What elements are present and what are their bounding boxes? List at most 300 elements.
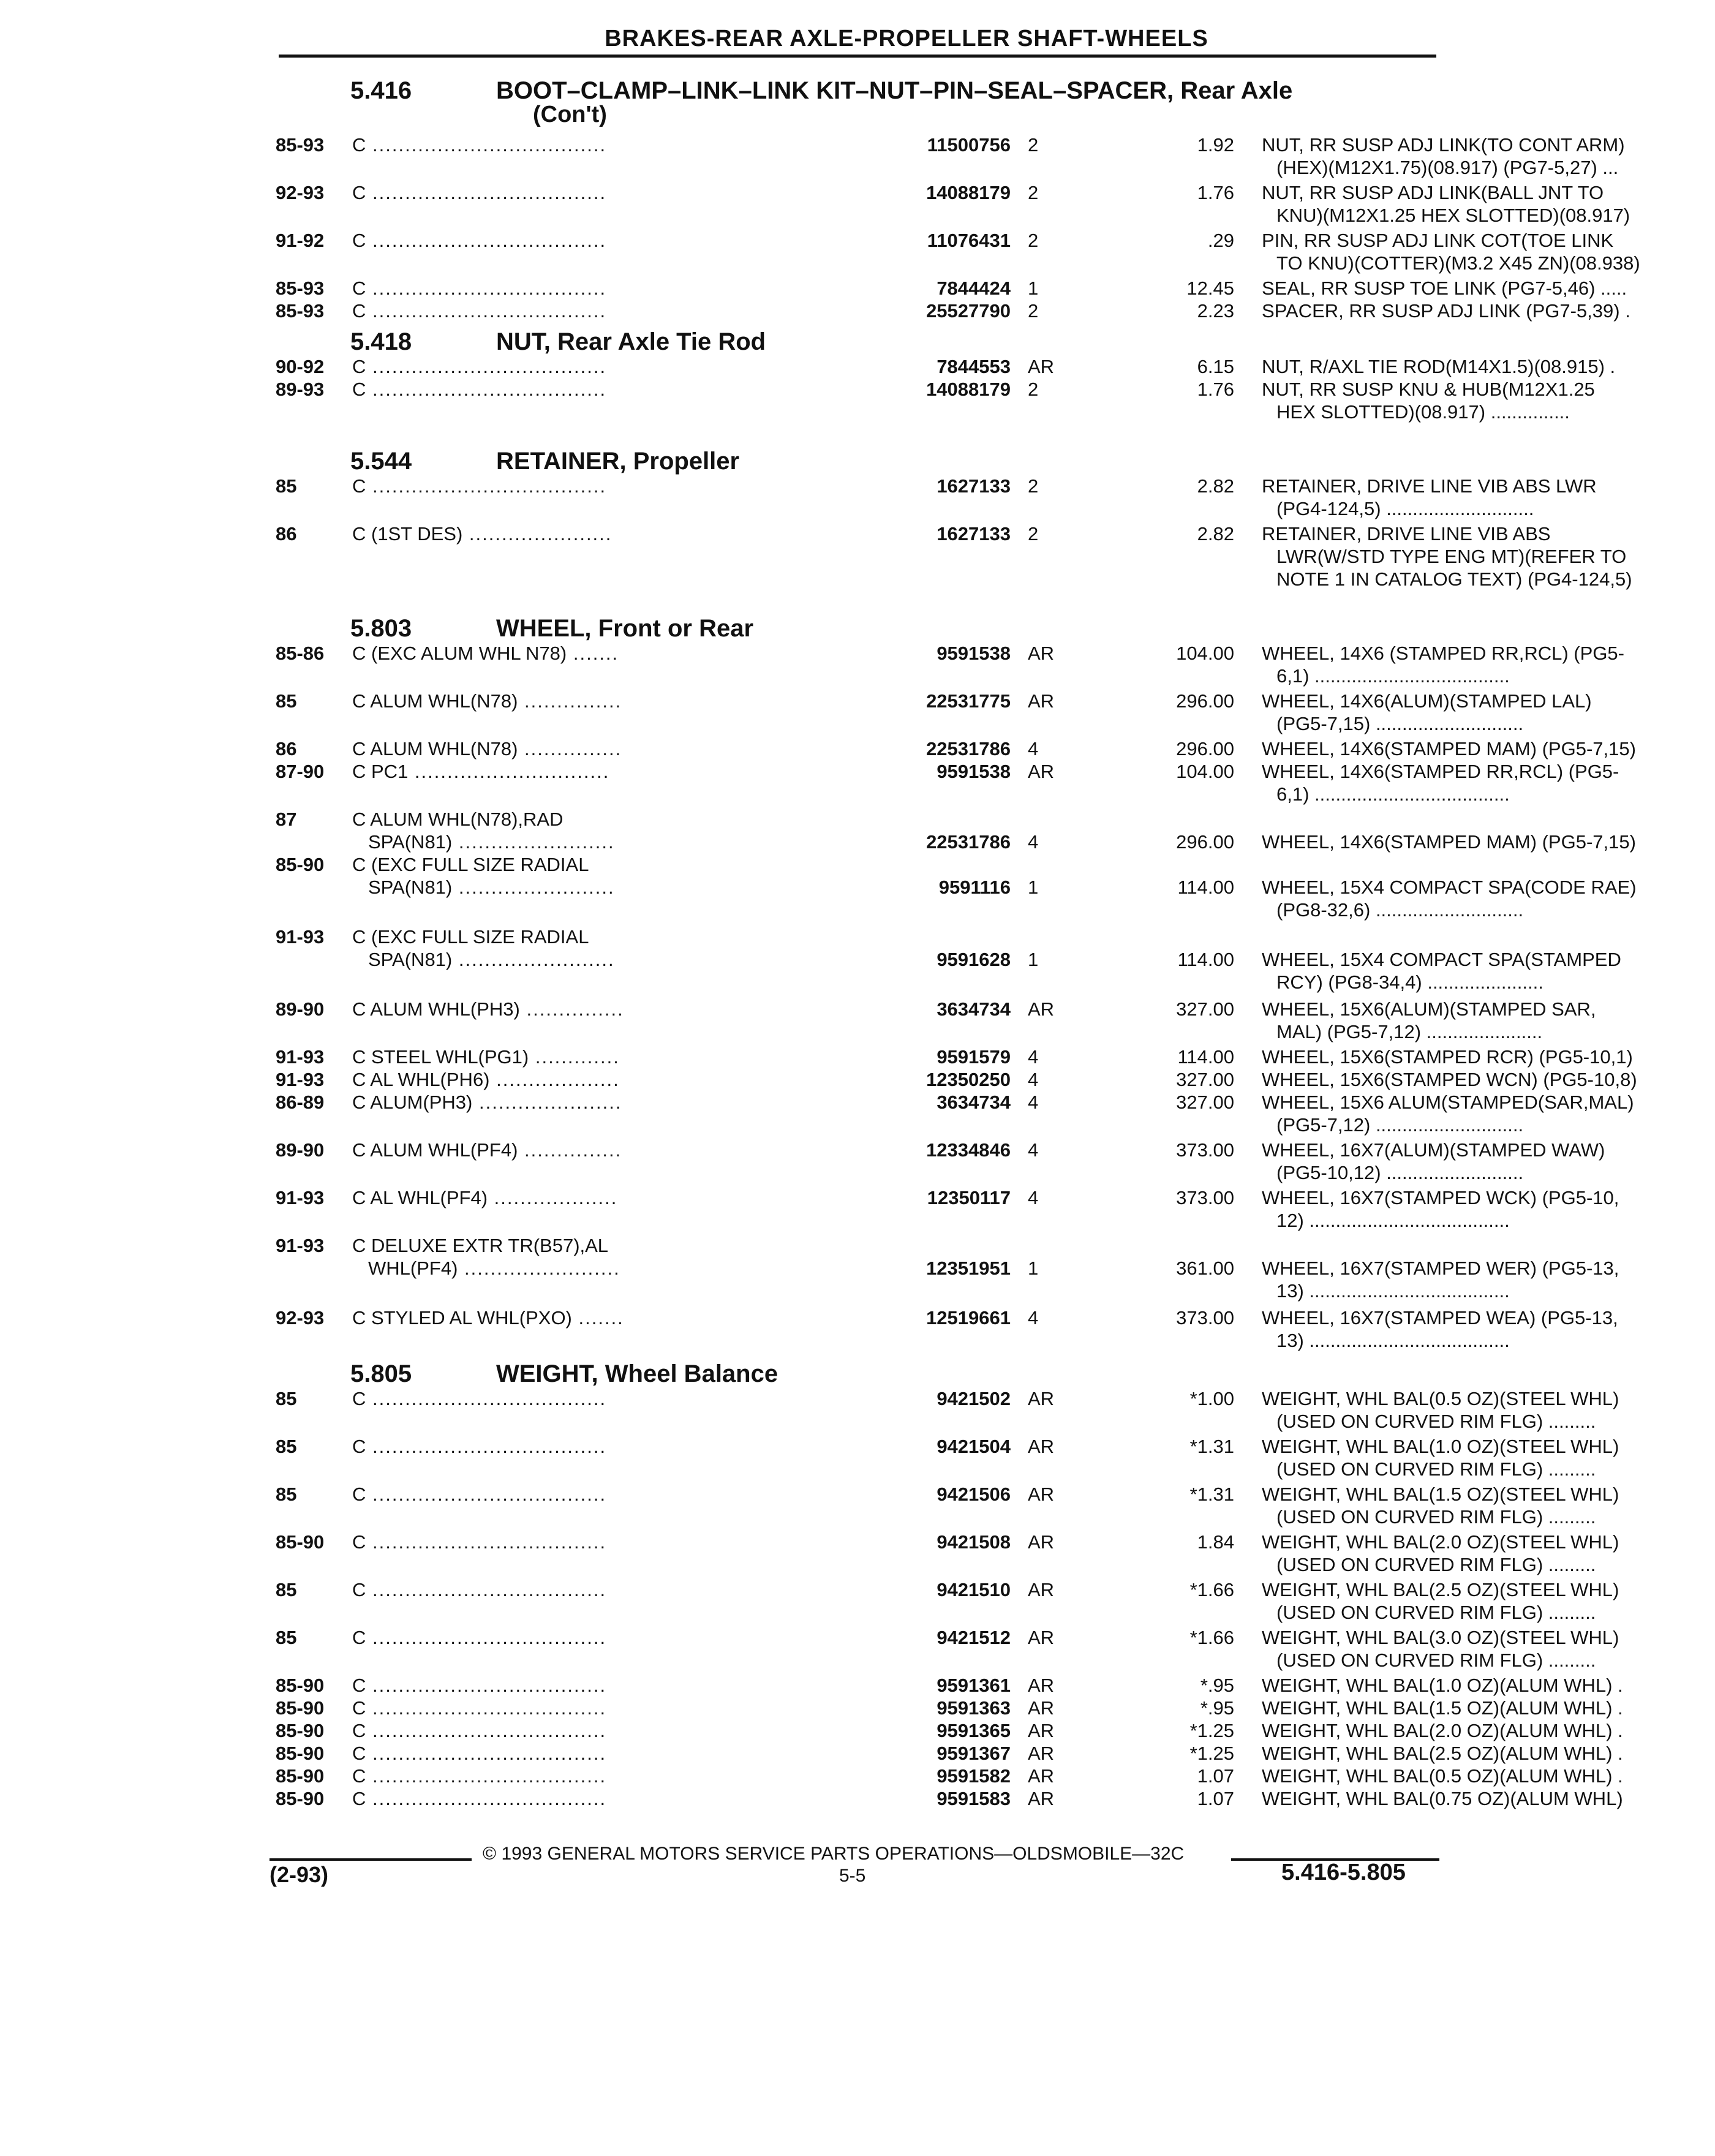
part-description: [1262, 831, 1715, 853]
usage-code-text: C: [352, 1697, 366, 1719]
description-line: WEIGHT, WHL BAL(2.5 OZ)(STEEL WHL): [1262, 1579, 1619, 1600]
part-description: [1262, 1483, 1715, 1528]
model-years: 87-90: [276, 761, 325, 782]
section-heading: [276, 448, 1439, 475]
leader-dots: ........................: [452, 831, 615, 853]
leader-dots: ....................................: [366, 1675, 607, 1696]
usage-code-line: [352, 378, 891, 401]
description-line: (HEX)(M12X1.75)(08.917) (PG7-5,27) ...: [1276, 157, 1619, 178]
usage-code: [352, 1674, 891, 1697]
usage-code: [352, 1068, 891, 1091]
usage-code: [352, 277, 891, 300]
usage-code: [352, 853, 891, 899]
description-line: (USED ON CURVED RIM FLG) .........: [1276, 1649, 1596, 1671]
quantity: AR: [1028, 356, 1055, 377]
usage-code-text: C DELUXE EXTR TR(B57),AL: [352, 1235, 609, 1256]
description-line: WEIGHT, WHL BAL(3.0 OZ)(STEEL WHL): [1262, 1627, 1619, 1648]
usage-code-line: [352, 355, 891, 378]
description-line: RETAINER, DRIVE LINE VIB ABS: [1262, 523, 1551, 545]
part-row: [276, 998, 1596, 1046]
leader-dots: ...............: [518, 738, 622, 760]
section-heading: [276, 77, 1439, 134]
part-row: [276, 1578, 1619, 1626]
quantity: AR: [1028, 1388, 1055, 1409]
price: 2.82: [1197, 475, 1234, 497]
usage-code-line: [352, 1483, 891, 1506]
description-line: 13) ......................................: [1276, 1280, 1510, 1302]
description-line: WHEEL, 15X6 ALUM(STAMPED(SAR,MAL): [1262, 1091, 1634, 1113]
leader-dots: ....................................: [366, 1743, 607, 1764]
quantity: AR: [1028, 761, 1055, 782]
usage-code-text: C ALUM WHL(PH3): [352, 998, 520, 1020]
part-description: [1262, 1742, 1715, 1765]
part-description: [1262, 1531, 1715, 1576]
part-description: [1262, 300, 1715, 322]
part-description: [1262, 1765, 1715, 1787]
part-row: [276, 1719, 1623, 1742]
description-line: RCY) (PG8-34,4) ......................: [1276, 971, 1544, 993]
model-years: 91-92: [276, 230, 325, 251]
part-row: [276, 522, 1632, 593]
description-line: WHEEL, 14X6(STAMPED MAM) (PG5-7,15): [1262, 738, 1636, 760]
usage-code-text: C (1ST DES): [352, 523, 463, 545]
part-number: 9591538: [937, 761, 1011, 782]
leader-dots: ..............................: [408, 761, 610, 782]
description-line: WEIGHT, WHL BAL(1.0 OZ)(ALUM WHL) .: [1262, 1675, 1623, 1696]
part-row: [276, 277, 1627, 300]
part-description: [1262, 690, 1715, 735]
model-years: 86: [276, 523, 297, 545]
description-line: WEIGHT, WHL BAL(2.0 OZ)(STEEL WHL): [1262, 1531, 1619, 1553]
description-line: RETAINER, DRIVE LINE VIB ABS LWR: [1262, 475, 1597, 497]
price: 327.00: [1176, 998, 1234, 1020]
quantity: AR: [1028, 1579, 1055, 1600]
description-line: WHEEL, 15X4 COMPACT SPA(STAMPED: [1262, 949, 1621, 970]
price: 1.07: [1197, 1765, 1234, 1787]
price: 2.23: [1197, 300, 1234, 322]
usage-code: [352, 1765, 891, 1787]
usage-code-line: [352, 1091, 891, 1114]
footer-rule-left: [270, 1858, 472, 1861]
quantity: 2: [1028, 523, 1039, 545]
quantity: 4: [1028, 1069, 1039, 1090]
section-name: RETAINER, Propeller: [496, 448, 740, 475]
model-years: 85-90: [276, 1675, 325, 1696]
usage-code: [352, 642, 891, 665]
footer-section-range: 5.416-5.805: [1281, 1860, 1406, 1885]
catalog-section: [276, 328, 1616, 426]
description-line: NUT, R/AXL TIE ROD(M14X1.5)(08.915) .: [1262, 356, 1616, 377]
part-number: 12351951: [926, 1257, 1011, 1279]
part-row: [276, 1234, 1619, 1306]
part-row: [276, 134, 1625, 181]
description-line: (USED ON CURVED RIM FLG) .........: [1276, 1411, 1596, 1432]
section-name: NUT, Rear Axle Tie Rod: [496, 328, 766, 355]
part-number: 9421504: [937, 1436, 1011, 1457]
footer-page-number: 5-5: [839, 1866, 866, 1886]
usage-code-text: C: [352, 379, 366, 400]
description-line: WEIGHT, WHL BAL(2.0 OZ)(ALUM WHL) .: [1262, 1720, 1623, 1741]
description-line: NUT, RR SUSP ADJ LINK(TO CONT ARM): [1262, 134, 1625, 156]
usage-code-line: [352, 1387, 891, 1410]
usage-code: [352, 1387, 891, 1410]
usage-code: [352, 300, 891, 322]
description-line: WHEEL, 15X6(ALUM)(STAMPED SAR,: [1262, 998, 1596, 1020]
part-description: [1262, 876, 1715, 921]
usage-code-text: C ALUM WHL(PF4): [352, 1139, 518, 1161]
part-number: 11076431: [927, 230, 1011, 251]
leader-dots: ........................: [458, 1257, 620, 1279]
price: 361.00: [1176, 1257, 1234, 1279]
price: 373.00: [1176, 1307, 1234, 1329]
model-years: 89-90: [276, 1139, 325, 1161]
leader-dots: ...................: [489, 1069, 620, 1090]
model-years: 85: [276, 1627, 297, 1648]
usage-code-text: C (EXC ALUM WHL N78): [352, 643, 567, 664]
model-years: 85-86: [276, 643, 325, 664]
part-description: [1262, 1068, 1715, 1091]
leader-dots: ........................: [452, 949, 615, 970]
part-description: [1262, 277, 1715, 300]
part-number: 14088179: [926, 182, 1011, 203]
quantity: 2: [1028, 475, 1039, 497]
usage-code-line: [352, 1674, 891, 1697]
description-line: WHEEL, 15X6(STAMPED RCR) (PG5-10,1): [1262, 1046, 1633, 1068]
price: 1.76: [1197, 379, 1234, 400]
part-row: [276, 1626, 1619, 1674]
usage-code-text: C: [352, 356, 366, 377]
leader-dots: ....................................: [366, 277, 607, 299]
usage-code: [352, 998, 891, 1020]
part-row: [276, 378, 1595, 426]
section-number: 5.803: [350, 615, 412, 642]
section-name: WEIGHT, Wheel Balance: [496, 1360, 778, 1387]
part-description: [1262, 948, 1715, 993]
part-number: 22531775: [926, 690, 1011, 712]
usage-code: [352, 1186, 891, 1209]
usage-code-line: [352, 925, 891, 948]
leader-dots: ....................................: [366, 1388, 607, 1409]
usage-code-line: [352, 1186, 891, 1209]
usage-code-text: C AL WHL(PF4): [352, 1187, 488, 1208]
leader-dots: ....................................: [366, 379, 607, 400]
model-years: 89-90: [276, 998, 325, 1020]
quantity: 1: [1028, 277, 1039, 299]
usage-code-text: SPA(N81): [368, 949, 453, 970]
usage-code: [352, 925, 891, 971]
description-line: WHEEL, 16X7(STAMPED WEA) (PG5-13,: [1262, 1307, 1618, 1329]
model-years: 85-93: [276, 277, 325, 299]
part-row: [276, 642, 1624, 690]
part-number: 9591579: [937, 1046, 1011, 1068]
part-description: [1262, 1186, 1715, 1232]
section-spacer: [276, 593, 1439, 611]
usage-code-text: C ALUM(PH3): [352, 1091, 473, 1113]
usage-code-line: [352, 1139, 891, 1161]
description-line: SEAL, RR SUSP TOE LINK (PG7-5,46) .....: [1262, 277, 1627, 299]
usage-code-line: [352, 853, 891, 876]
quantity: AR: [1028, 1720, 1055, 1741]
section-heading: [276, 1360, 1439, 1387]
description-line: WHEEL, 15X6(STAMPED WCN) (PG5-10,8): [1262, 1069, 1637, 1090]
part-row: [276, 760, 1619, 808]
price: 114.00: [1177, 1046, 1234, 1068]
description-line: SPACER, RR SUSP ADJ LINK (PG7-5,39) .: [1262, 300, 1630, 322]
usage-code-line: [352, 760, 891, 783]
usage-code-text: C: [352, 1627, 366, 1648]
part-row: [276, 925, 1621, 998]
part-number: 12350117: [927, 1187, 1011, 1208]
description-line: TO KNU)(COTTER)(M3.2 X45 ZN)(08.938): [1276, 252, 1640, 274]
model-years: 85-90: [276, 1531, 325, 1553]
part-row: [276, 1046, 1633, 1068]
description-line: (PG8-32,6) ............................: [1276, 899, 1524, 921]
usage-code-line: [352, 1578, 891, 1601]
footer-date: (2-93): [270, 1862, 329, 1887]
usage-code-text: SPA(N81): [368, 831, 453, 853]
quantity: AR: [1028, 1483, 1055, 1505]
part-number: 9591363: [937, 1697, 1011, 1719]
part-number: 9591583: [937, 1788, 1011, 1809]
part-number: 3634734: [937, 1091, 1011, 1113]
usage-code: [352, 690, 891, 712]
section-heading: [276, 328, 1439, 355]
leader-dots: ...............: [519, 998, 624, 1020]
usage-code-line: [352, 998, 891, 1020]
part-number: 22531786: [926, 738, 1011, 760]
parts-catalog: [276, 74, 1640, 1810]
description-line: WEIGHT, WHL BAL(0.5 OZ)(ALUM WHL) .: [1262, 1765, 1623, 1787]
price: .29: [1207, 230, 1234, 251]
quantity: 1: [1028, 876, 1039, 898]
section-name: BOOT–CLAMP–LINK–LINK KIT–NUT–PIN–SEAL–SPACER, Rear Axle: [496, 77, 1293, 104]
price: *1.31: [1189, 1436, 1234, 1457]
description-line: WHEEL, 14X6(STAMPED MAM) (PG5-7,15): [1262, 831, 1636, 853]
usage-code-line: [352, 522, 891, 545]
description-line: MAL) (PG5-7,12) ......................: [1276, 1021, 1543, 1042]
description-line: WHEEL, 14X6(ALUM)(STAMPED LAL): [1262, 690, 1592, 712]
price: 373.00: [1176, 1139, 1234, 1161]
usage-code-line: [352, 876, 891, 899]
usage-code-line: [352, 1697, 891, 1719]
usage-code-text: C: [352, 1579, 366, 1600]
description-line: 6,1) .....................................: [1276, 665, 1510, 687]
usage-code-line: [352, 134, 891, 156]
part-row: [276, 1483, 1619, 1531]
leader-dots: ....................................: [366, 1579, 607, 1600]
part-row: [276, 1186, 1619, 1234]
price: 296.00: [1176, 831, 1234, 853]
usage-code: [352, 1697, 891, 1719]
part-row: [276, 181, 1630, 229]
model-years: 87: [276, 809, 297, 830]
model-years: 92-93: [276, 182, 325, 203]
model-years: 85: [276, 1388, 297, 1409]
part-number: 9591367: [937, 1743, 1011, 1764]
price: *.95: [1200, 1697, 1234, 1719]
quantity: 2: [1028, 134, 1039, 156]
usage-code-text: C: [352, 1720, 366, 1741]
leader-dots: ....................................: [366, 356, 607, 377]
description-line: (USED ON CURVED RIM FLG) .........: [1276, 1458, 1596, 1480]
leader-dots: ....................................: [366, 1627, 607, 1648]
part-description: [1262, 134, 1715, 179]
usage-code-line: [352, 1435, 891, 1458]
description-line: WHEEL, 16X7(ALUM)(STAMPED WAW): [1262, 1139, 1605, 1161]
leader-dots: ......................: [472, 1091, 622, 1113]
section-number: 5.418: [350, 328, 412, 355]
usage-code: [352, 1742, 891, 1765]
price: 373.00: [1176, 1187, 1234, 1208]
usage-code-line: [352, 690, 891, 712]
part-row: [276, 1091, 1634, 1139]
usage-code-line: [352, 181, 891, 204]
part-description: [1262, 1787, 1715, 1810]
leader-dots: ...............: [518, 1139, 622, 1161]
part-row: [276, 853, 1637, 925]
part-row: [276, 355, 1616, 378]
usage-code-line: [352, 277, 891, 300]
quantity: 2: [1028, 182, 1039, 203]
part-number: 9421506: [937, 1483, 1011, 1505]
part-row: [276, 808, 1636, 853]
price: 12.45: [1186, 277, 1234, 299]
price: 104.00: [1176, 761, 1234, 782]
part-description: [1262, 642, 1715, 687]
part-number: 7844553: [937, 356, 1011, 377]
usage-code-line: [352, 300, 891, 322]
usage-code-line: [352, 1068, 891, 1091]
usage-code-text: C PC1: [352, 761, 409, 782]
usage-code: [352, 1435, 891, 1458]
part-row: [276, 1674, 1623, 1697]
usage-code-line: [352, 737, 891, 760]
description-line: HEX SLOTTED)(08.917) ...............: [1276, 401, 1570, 423]
page-header: [279, 26, 1436, 58]
price: 114.00: [1177, 949, 1234, 970]
part-number: 9591538: [937, 643, 1011, 664]
description-line: KNU)(M12X1.25 HEX SLOTTED)(08.917): [1276, 205, 1630, 226]
leader-dots: .......: [567, 643, 619, 664]
section-heading: [276, 615, 1439, 642]
usage-code: [352, 1483, 891, 1506]
part-number: 12334846: [926, 1139, 1011, 1161]
usage-code: [352, 1531, 891, 1553]
usage-code: [352, 181, 891, 204]
part-number: 9421512: [937, 1627, 1011, 1648]
quantity: AR: [1028, 1627, 1055, 1648]
section-spacer: [276, 426, 1439, 444]
model-years: 85-90: [276, 1743, 325, 1764]
description-line: 6,1) .....................................: [1276, 783, 1510, 805]
description-line: (USED ON CURVED RIM FLG) .........: [1276, 1602, 1596, 1623]
description-line: 12) ......................................: [1276, 1210, 1510, 1231]
part-number: 11500756: [927, 134, 1011, 156]
quantity: 4: [1028, 1046, 1039, 1068]
part-description: [1262, 760, 1715, 805]
model-years: 85-90: [276, 1765, 325, 1787]
part-number: 9421508: [937, 1531, 1011, 1553]
usage-code-text: SPA(N81): [368, 876, 453, 898]
part-number: 7844424: [937, 277, 1011, 299]
section-spacer: [276, 1354, 1439, 1357]
catalog-section: [276, 77, 1640, 322]
price: *1.66: [1189, 1579, 1234, 1600]
usage-code: [352, 1787, 891, 1810]
footer-copyright: © 1993 GENERAL MOTORS SERVICE PARTS OPERATIONS—OLDSMOBILE—32C: [483, 1844, 1185, 1864]
model-years: 85-90: [276, 1788, 325, 1809]
catalog-section: [276, 448, 1632, 593]
part-description: [1262, 378, 1715, 423]
price: 296.00: [1176, 690, 1234, 712]
description-line: NUT, RR SUSP ADJ LINK(BALL JNT TO: [1262, 182, 1604, 203]
section-name: WHEEL, Front or Rear: [496, 615, 754, 642]
part-description: [1262, 737, 1715, 760]
quantity: AR: [1028, 1675, 1055, 1696]
model-years: 85: [276, 475, 297, 497]
usage-code: [352, 808, 891, 853]
description-line: PIN, RR SUSP ADJ LINK COT(TOE LINK: [1262, 230, 1614, 251]
model-years: 91-93: [276, 926, 325, 948]
part-description: [1262, 522, 1715, 590]
model-years: 85: [276, 690, 297, 712]
model-years: 89-93: [276, 379, 325, 400]
part-number: 9591582: [937, 1765, 1011, 1787]
description-line: (USED ON CURVED RIM FLG) .........: [1276, 1506, 1596, 1528]
quantity: 2: [1028, 379, 1039, 400]
model-years: 90-92: [276, 356, 325, 377]
leader-dots: ......................: [462, 523, 612, 545]
part-description: [1262, 1719, 1715, 1742]
usage-code-text: C: [352, 1388, 366, 1409]
catalog-section: [276, 615, 1637, 1354]
usage-code-line: [352, 642, 891, 665]
quantity: 4: [1028, 1139, 1039, 1161]
model-years: 85-90: [276, 1697, 325, 1719]
part-number: 9421510: [937, 1579, 1011, 1600]
leader-dots: ........................: [452, 876, 615, 898]
usage-code-text: C: [352, 1675, 366, 1696]
model-years: 86: [276, 738, 297, 760]
part-row: [276, 1765, 1623, 1787]
quantity: AR: [1028, 690, 1055, 712]
part-number: 9591361: [937, 1675, 1011, 1696]
usage-code-text: C: [352, 1531, 366, 1553]
usage-code-line: [352, 229, 891, 252]
price: 1.07: [1197, 1788, 1234, 1809]
catalog-section: [276, 1360, 1623, 1810]
price: *1.31: [1189, 1483, 1234, 1505]
usage-code: [352, 1139, 891, 1161]
usage-code-text: C: [352, 475, 366, 497]
usage-code-text: C: [352, 1436, 366, 1457]
part-row: [276, 1139, 1605, 1186]
model-years: 85-93: [276, 300, 325, 322]
price: 1.92: [1197, 134, 1234, 156]
usage-code-line: [352, 808, 891, 831]
section-number: 5.544: [350, 448, 412, 475]
model-years: 85: [276, 1483, 297, 1505]
description-line: WHEEL, 16X7(STAMPED WER) (PG5-13,: [1262, 1257, 1619, 1279]
usage-code-line: [352, 1719, 891, 1742]
leader-dots: ....................................: [366, 1483, 607, 1505]
part-description: [1262, 1387, 1715, 1433]
leader-dots: ....................................: [366, 1697, 607, 1719]
quantity: 4: [1028, 1307, 1039, 1329]
description-line: WEIGHT, WHL BAL(1.5 OZ)(STEEL WHL): [1262, 1483, 1619, 1505]
usage-code-line: [352, 1531, 891, 1553]
price: 296.00: [1176, 738, 1234, 760]
